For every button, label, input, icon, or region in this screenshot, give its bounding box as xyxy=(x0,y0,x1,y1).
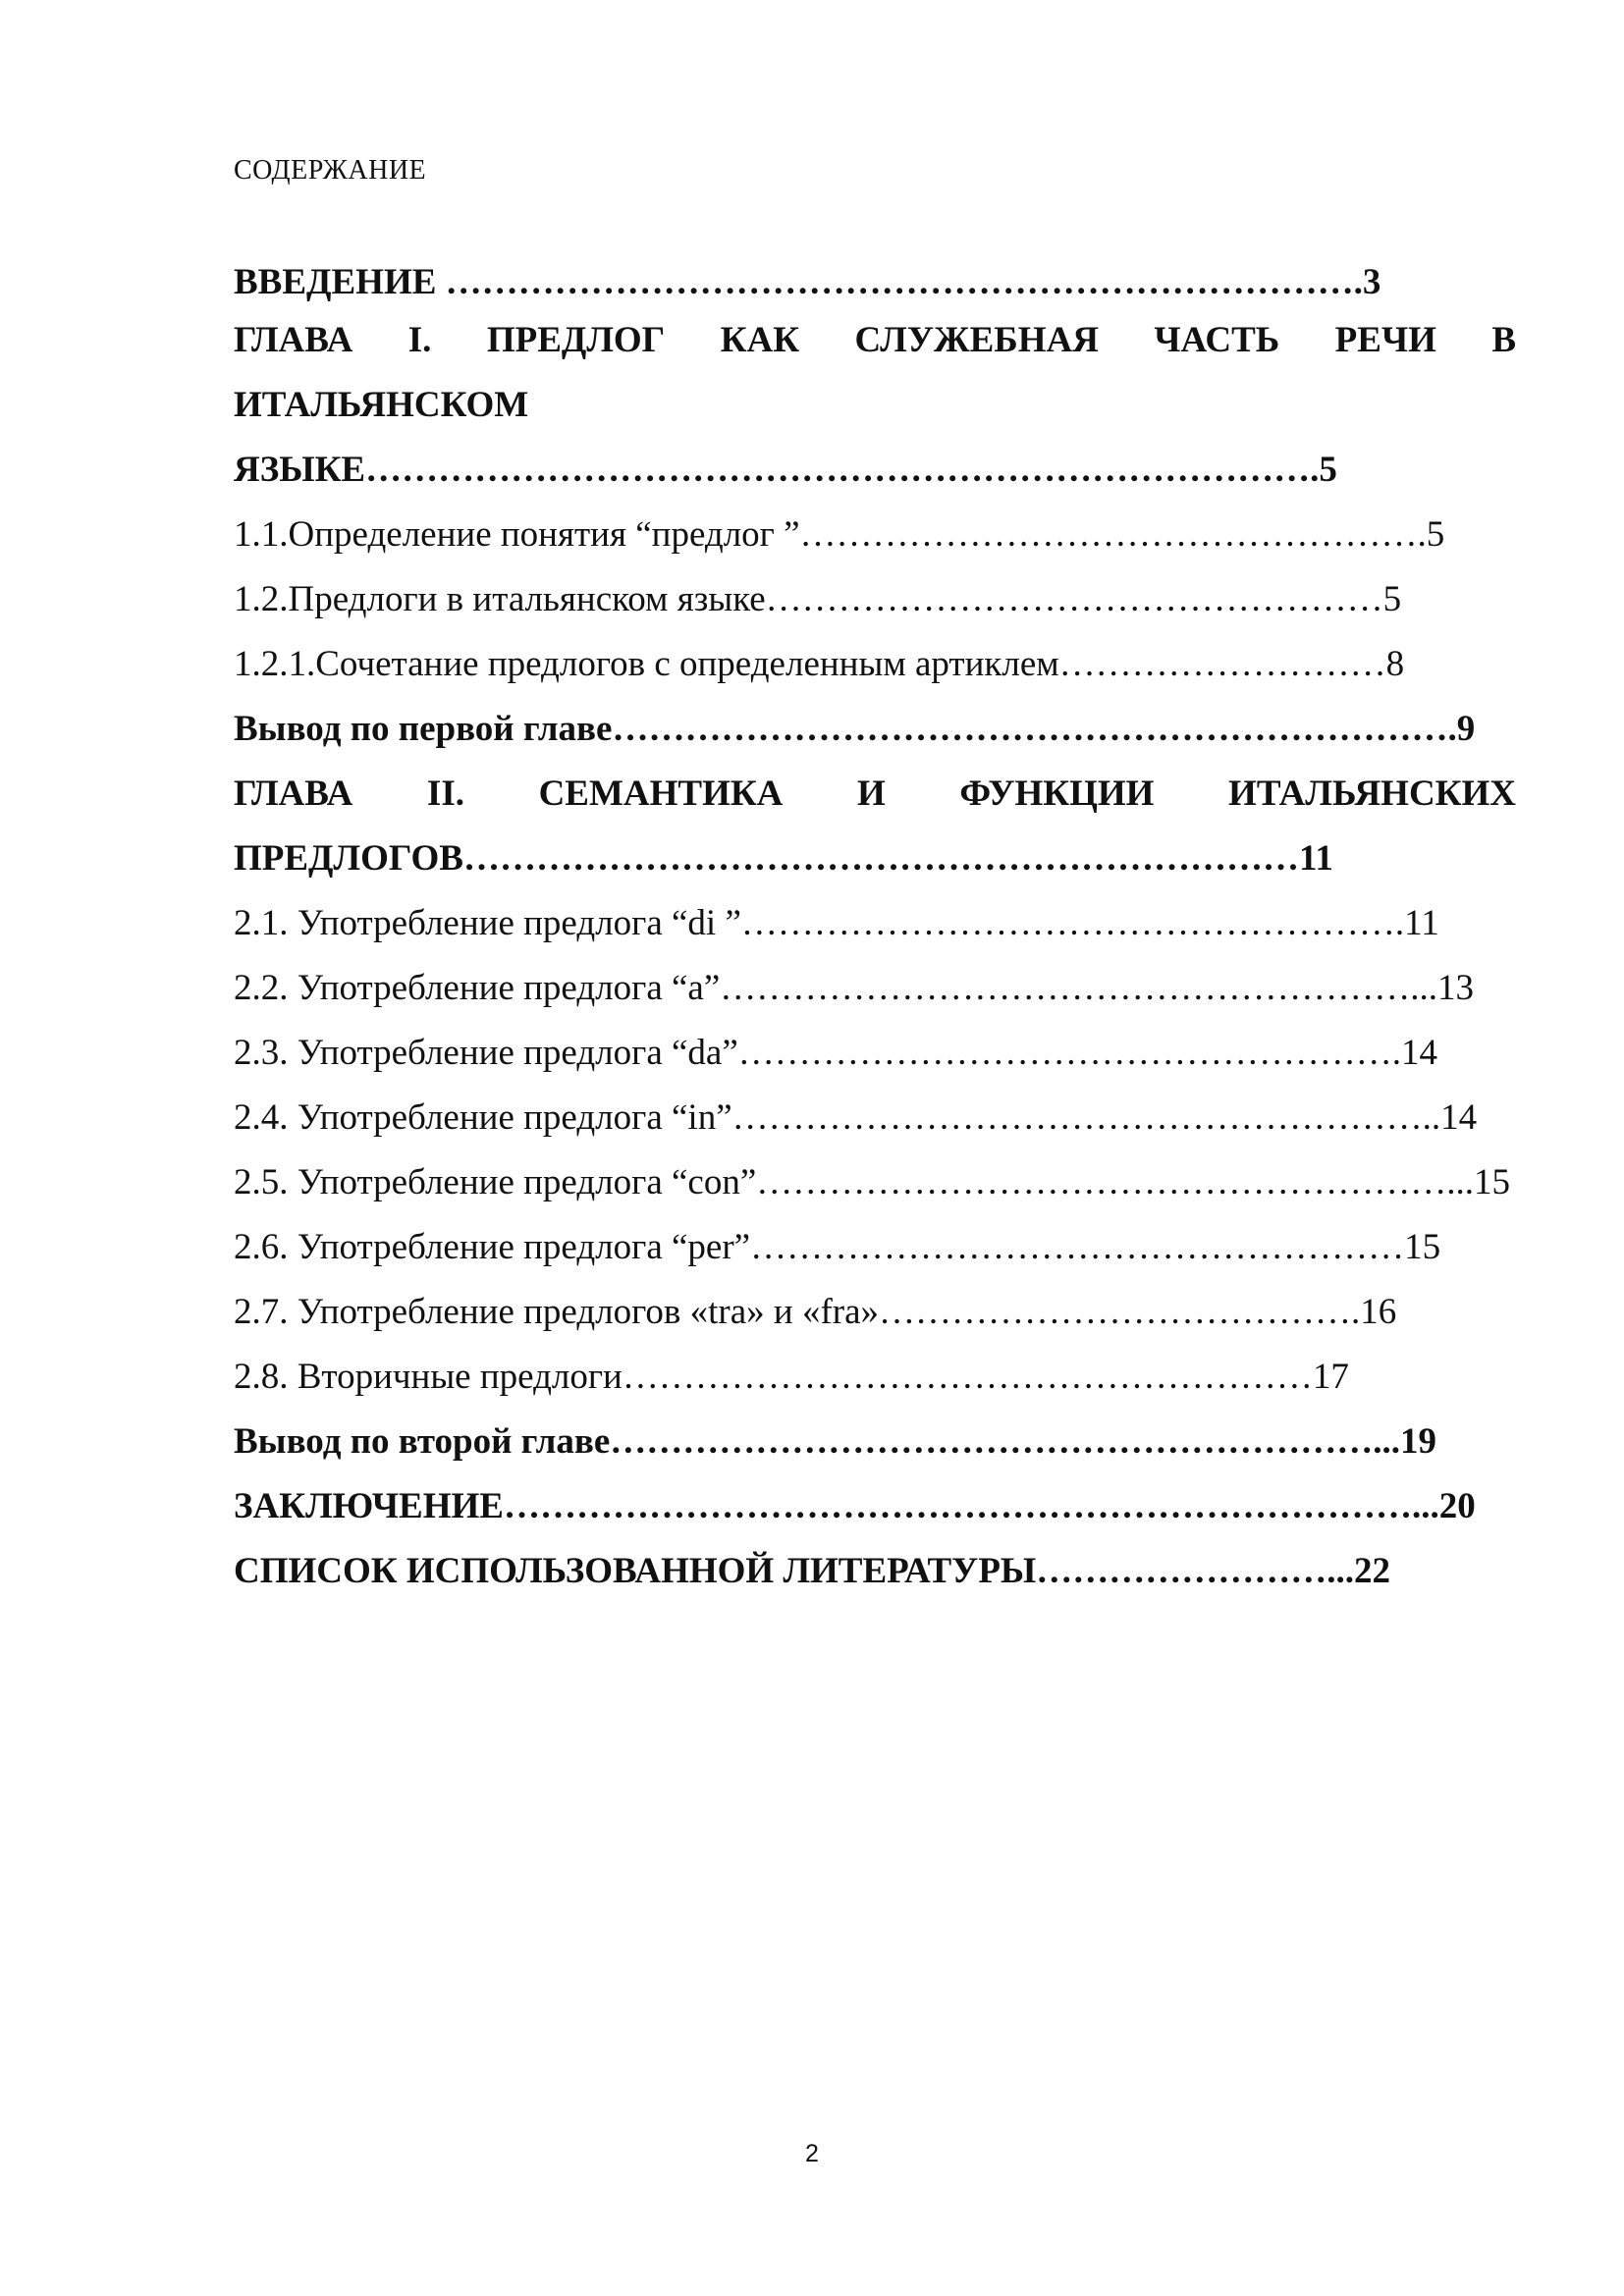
toc-entry: 1.2.Предлоги в итальянском языке……………………………………………5 xyxy=(234,579,1402,619)
table-of-contents xyxy=(234,257,1516,1604)
toc-entry: СПИСОК ИСПОЛЬЗОВАННОЙ ЛИТЕРАТУРЫ……………………...22 xyxy=(234,1551,1391,1591)
toc-entry: ИТАЛЬЯНСКОМ xyxy=(234,385,529,425)
page-number: 2 xyxy=(805,2140,819,2167)
toc-entry: ЗАКЛЮЧЕНИЕ…………………………………………………………………...20 xyxy=(234,1486,1476,1526)
toc-entry: 1.2.1.Сочетание предлогов с определенным артиклем………………………8 xyxy=(234,644,1405,684)
toc-entry: 1.1.Определение понятия “предлог ”…………………………………………….5 xyxy=(234,514,1445,555)
toc-entry: 2.3. Употребление предлога “da”……………………………………………….14 xyxy=(234,1033,1438,1073)
toc-entry: 2.4. Употребление предлога “in”…………………………………………………..14 xyxy=(234,1097,1478,1138)
toc-entry: 2.1. Употребление предлога “di ”……………………………………………….11 xyxy=(234,903,1439,943)
toc-entry: ЯЗЫКЕ…………………………………………………………………….5 xyxy=(234,450,1337,490)
toc-entry: 2.2. Употребление предлога “a”…………………………………………………...13 xyxy=(234,968,1475,1008)
toc-entry: ГЛАВА I. ПРЕДЛОГ КАК СЛУЖЕБНАЯ ЧАСТЬ РЕЧИ В xyxy=(234,320,1516,360)
toc-entry: Вывод по первой главе…………………………………………………………….9 xyxy=(234,709,1476,749)
page-title: СОДЕРЖАНИЕ xyxy=(234,155,427,186)
toc-entry: 2.7. Употребление предлогов «tra» и «fra»………………………………….16 xyxy=(234,1292,1397,1332)
toc-entry: ПРЕДЛОГОВ……………………………………………………………11 xyxy=(234,838,1333,879)
toc-entry: 2.8. Вторичные предлоги…………………………………………………17 xyxy=(234,1357,1349,1397)
toc-entry: ГЛАВА II. СЕМАНТИКА И ФУНКЦИИ ИТАЛЬЯНСКИХ xyxy=(234,774,1516,814)
toc-entry: Вывод по второй главе………………………………………………………...19 xyxy=(234,1421,1436,1462)
toc-entry: ВВЕДЕНИЕ ………………………………………………………………….3 xyxy=(234,262,1381,302)
toc-entry: 2.6. Употребление предлога “per”………………………………………………15 xyxy=(234,1227,1441,1267)
toc-entry: 2.5. Употребление предлога “con”…………………………………………………...15 xyxy=(234,1162,1511,1202)
